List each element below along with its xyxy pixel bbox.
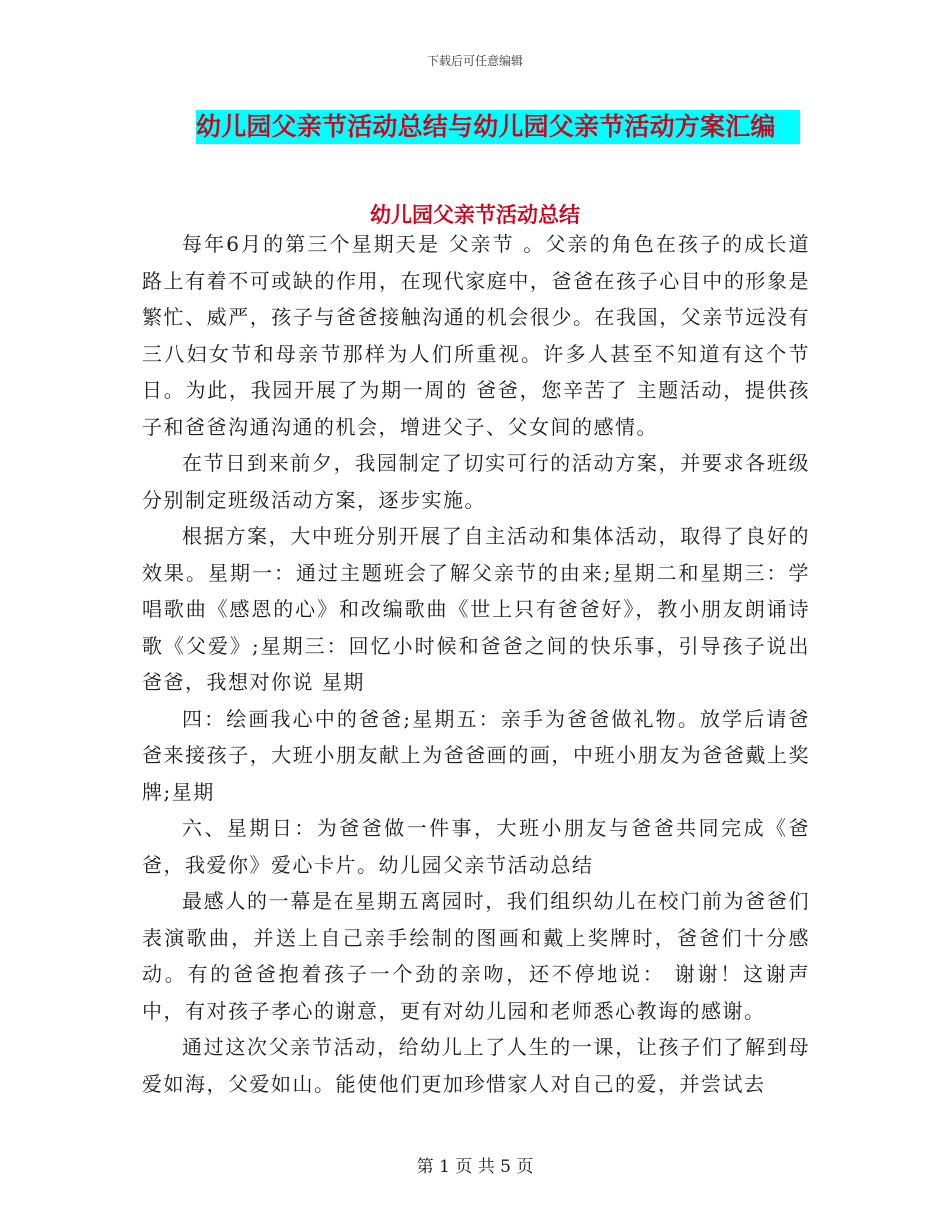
section-title: 幼儿园父亲节活动总结 [370,203,580,227]
paragraph: 通过这次父亲节活动，给幼儿上了人生的一课，让孩子们了解到母爱如海，父爱如山。能使他们更加珍惜家人对自己的爱，并尝试去 [142,1035,810,1096]
paragraph: 根据方案，大中班分别开展了自主活动和集体活动，取得了良好的效果。星期一：通过主题班会了解父亲节的由来;星期二和星期三：学唱歌曲《感恩的心》和改编歌曲《世上只有爸爸好》，教小朋友朗诵诗歌《父爱》;星期三：回忆小时候和爸爸之间的快乐事，引导孩子说出 爸爸，我想对你说 星期 [142,524,810,694]
paragraph: 在节日到来前夕，我园制定了切实可行的活动方案，并要求各班级分别制定班级活动方案，逐步实施。 [142,451,810,512]
paragraph: 六、星期日：为爸爸做一件事，大班小朋友与爸爸共同完成《爸爸，我爱你》爱心卡片。幼儿园父亲节活动总结 [142,816,810,877]
main-title: 幼儿园父亲节活动总结与幼儿园父亲节活动方案汇编 [196,112,776,141]
header-note: 下载后可任意编辑 [426,54,523,68]
document-body [142,226,810,1102]
main-title-highlight [196,110,800,144]
paragraph: 最感人的一幕是在星期五离园时，我们组织幼儿在校门前为爸爸们表演歌曲，并送上自己亲手绘制的图画和戴上奖牌时，爸爸们十分感动。有的爸爸抱着孩子一个劲的亲吻，还不停地说： 谢谢！这谢声中，有对孩子孝心的谢意，更有对幼儿园和老师悉心教诲的感谢。 [142,889,810,1023]
paragraph: 四：绘画我心中的爸爸;星期五：亲手为爸爸做礼物。放学后请爸爸来接孩子，大班小朋友献上为爸爸画的画，中班小朋友为爸爸戴上奖牌;星期 [142,706,810,804]
paragraph: 每年6月的第三个星期天是 父亲节 。父亲的角色在孩子的成长道路上有着不可或缺的作用，在现代家庭中，爸爸在孩子心目中的形象是繁忙、威严，孩子与爸爸接触沟通的机会很少。在我国，父亲节远没有三八妇女节和母亲节那样为人们所重视。许多人甚至不知道有这个节日。为此，我园开展了为期一周的 爸爸，您辛苦了 主题活动，提供孩子和爸爸沟通沟通的机会，增进父子、父女间的感情。 [142,232,810,439]
page-footer: 第 1 页 共 5 页 [416,1157,534,1177]
